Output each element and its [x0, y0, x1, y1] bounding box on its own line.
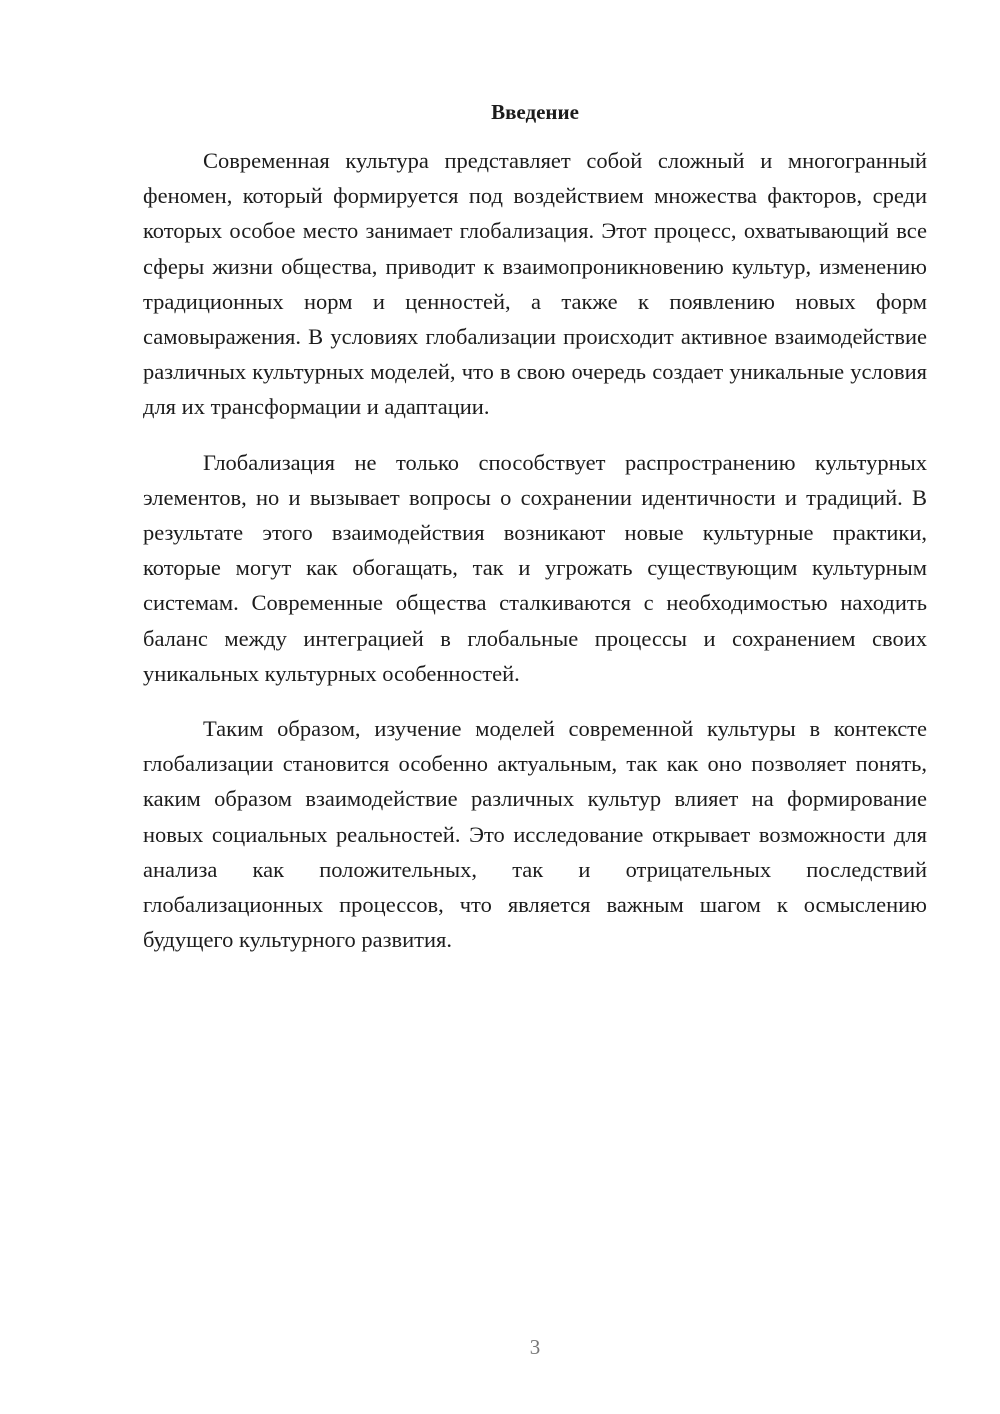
page-number: 3	[529, 1335, 541, 1359]
body-text	[143, 143, 927, 977]
section-title: Введение	[491, 100, 579, 124]
paragraph-1: Современная культура представляет собой сложный и многогранный феномен, который формируется под воздействием множества факторов, среди которых особое место занимает глобализация. Этот процесс, охватывающий все сферы жизни общества, приводит к взаимопроникновению культур, изменению традиционных норм и ценностей, а также к появлению новых форм самовыражения. В условиях глобализации происходит активное взаимодействие различных культурных моделей, что в свою очередь создает уникальные условия для их трансформации и адаптации.	[143, 148, 927, 420]
paragraph-2: Глобализация не только способствует распространению культурных элементов, но и вызывает вопросы о сохранении идентичности и традиций. В результате этого взаимодействия возникают новые культурные практики, которые могут как обогащать, так и угрожать существующим культурным системам. Современные общества сталкиваются с необходимостью находить баланс между интеграцией в глобальные процессы и сохранением своих уникальных культурных особенностей.	[143, 449, 927, 686]
paragraph-3: Таким образом, изучение моделей современной культуры в контексте глобализации становится особенно актуальным, так как оно позволяет понять, каким образом взаимодействие различных культур влияет на формирование новых социальных реальностей. Это исследование открывает возможности для анализа как положительных, так и отрицательных последствий глобализационных процессов, что является важным шагом к осмыслению будущего культурного развития.	[143, 716, 927, 953]
